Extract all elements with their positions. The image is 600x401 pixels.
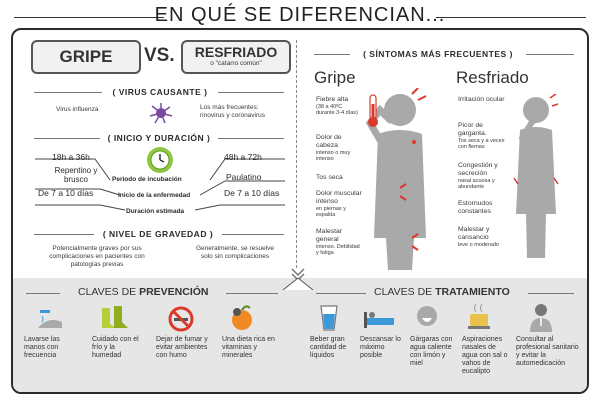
steam-cup-icon [468,302,492,332]
incubacion-resfriado: 48h a 72h [224,152,262,162]
duracion-label: Duración estimada [126,208,185,215]
column-divider [296,40,297,268]
thermometer-icon [366,94,380,128]
prevencion-item: Cuidado con el frío y la humedad [92,336,139,359]
tratamiento-item: Descansar lo máximo posible [360,336,401,359]
inicio-heading: ( INICIO Y DURACIÓN ) [100,133,218,143]
tratamiento-item: Consultar al profesional sanitario y evitar la automedicación [516,336,579,367]
gravedad-heading: ( NIVEL DE GRAVEDAD ) [94,229,222,239]
resfriado-title: Resfriado [456,68,529,87]
incubacion-label: Periodo de incubación [112,176,182,183]
gravedad-right-text: Generalmente, se resuelve solo sin complicaciones [195,245,275,260]
resfriado-symptom: Congestión y secreción nasal acuosa y abundante [458,162,498,191]
inicio-gripe: Repentino y brusco [54,166,98,184]
vs-label: VS. [144,45,175,66]
prevencion-rule-left [26,293,60,294]
prevencion-item: Una dieta rica en vitaminas y minerales [222,336,275,359]
gripe-symptom: Malestar general intenso. Debilidad y fatiga [316,228,360,257]
fruit-icon [228,304,256,332]
resfriado-box [181,40,291,74]
gripe-box: GRIPE [31,40,141,74]
page-title: EN QUÉ SE DIFERENCIAN... [154,4,446,26]
incubacion-gripe: 18h a 36h [52,152,90,162]
tratamiento-heading: CLAVES DE TRATAMIENTO [374,286,510,298]
prevencion-item: Dejar de fumar y evitar ambientes con humo [156,336,208,359]
inicio-resfriado: Paulatino [226,172,262,182]
prevencion-heading: CLAVES DE PREVENCIÓN [78,286,209,298]
tratamiento-item: Beber gran cantidad de líquidos [310,336,347,359]
resfriado-person-figure [512,94,560,258]
tratamiento-item: Aspiraciones nasales de agua con sal o vahos de eucalipto [462,336,508,375]
inicio-label: Inicio de la enfermedad [118,192,191,199]
prevencion-rule-right [226,293,278,294]
virus-left-text: Virus influenza [56,106,99,113]
water-glass-icon [318,304,340,332]
duracion-resfriado: De 7 a 10 días [224,188,280,198]
resfriado-symptom: Estornudos constantes [458,200,493,215]
down-chevron-icon [283,266,313,290]
resfriado-sublabel: o "catarro común" [210,60,262,67]
tratamiento-item: Gárgaras con agua caliente con limón y miel [410,336,453,367]
resfriado-symptom: Irritación ocular [458,96,505,103]
prevencion-item: Lavarse las manos con frecuencia [24,336,60,359]
duracion-gripe: De 7 a 10 días [38,188,94,198]
tratamiento-rule-right [528,293,574,294]
resfriado-label: RESFRIADO [194,44,278,60]
virus-heading: ( VIRUS CAUSANTE ) [102,87,218,97]
gripe-symptom: Tos seca [316,174,343,181]
tratamiento-rule-left [316,293,366,294]
gargle-icon [414,304,440,332]
gripe-symptom: Fiebre alta (38 a 40ºC durante 3-4 días) [316,96,358,117]
doctor-icon [528,302,554,332]
sintomas-heading: ( SÍNTOMAS MÁS FRECUENTES ) [350,49,526,59]
hand-washing-icon [36,306,66,332]
bed-icon [362,308,396,330]
boots-icon [98,304,130,332]
resfriado-symptom: Malestar y cansancio leve o moderado [458,226,499,248]
gripe-title: Gripe [314,68,356,87]
gripe-symptom: Dolor muscular intenso en piernas y espalda [316,190,362,219]
gripe-symptom: Dolor de cabeza intenso o muy intenso [316,134,351,163]
virus-right-text: Los más frecuentes: rinovirus y coronavirus [200,104,266,119]
virus-icon [148,101,174,125]
gravedad-left-text: Potencialmente graves por sus complicaciones en pacientes con patologías previas [49,245,145,268]
no-smoking-icon [168,306,194,332]
resfriado-symptom: Picor de garganta. Tos seca y a veces con flemas [458,122,505,151]
